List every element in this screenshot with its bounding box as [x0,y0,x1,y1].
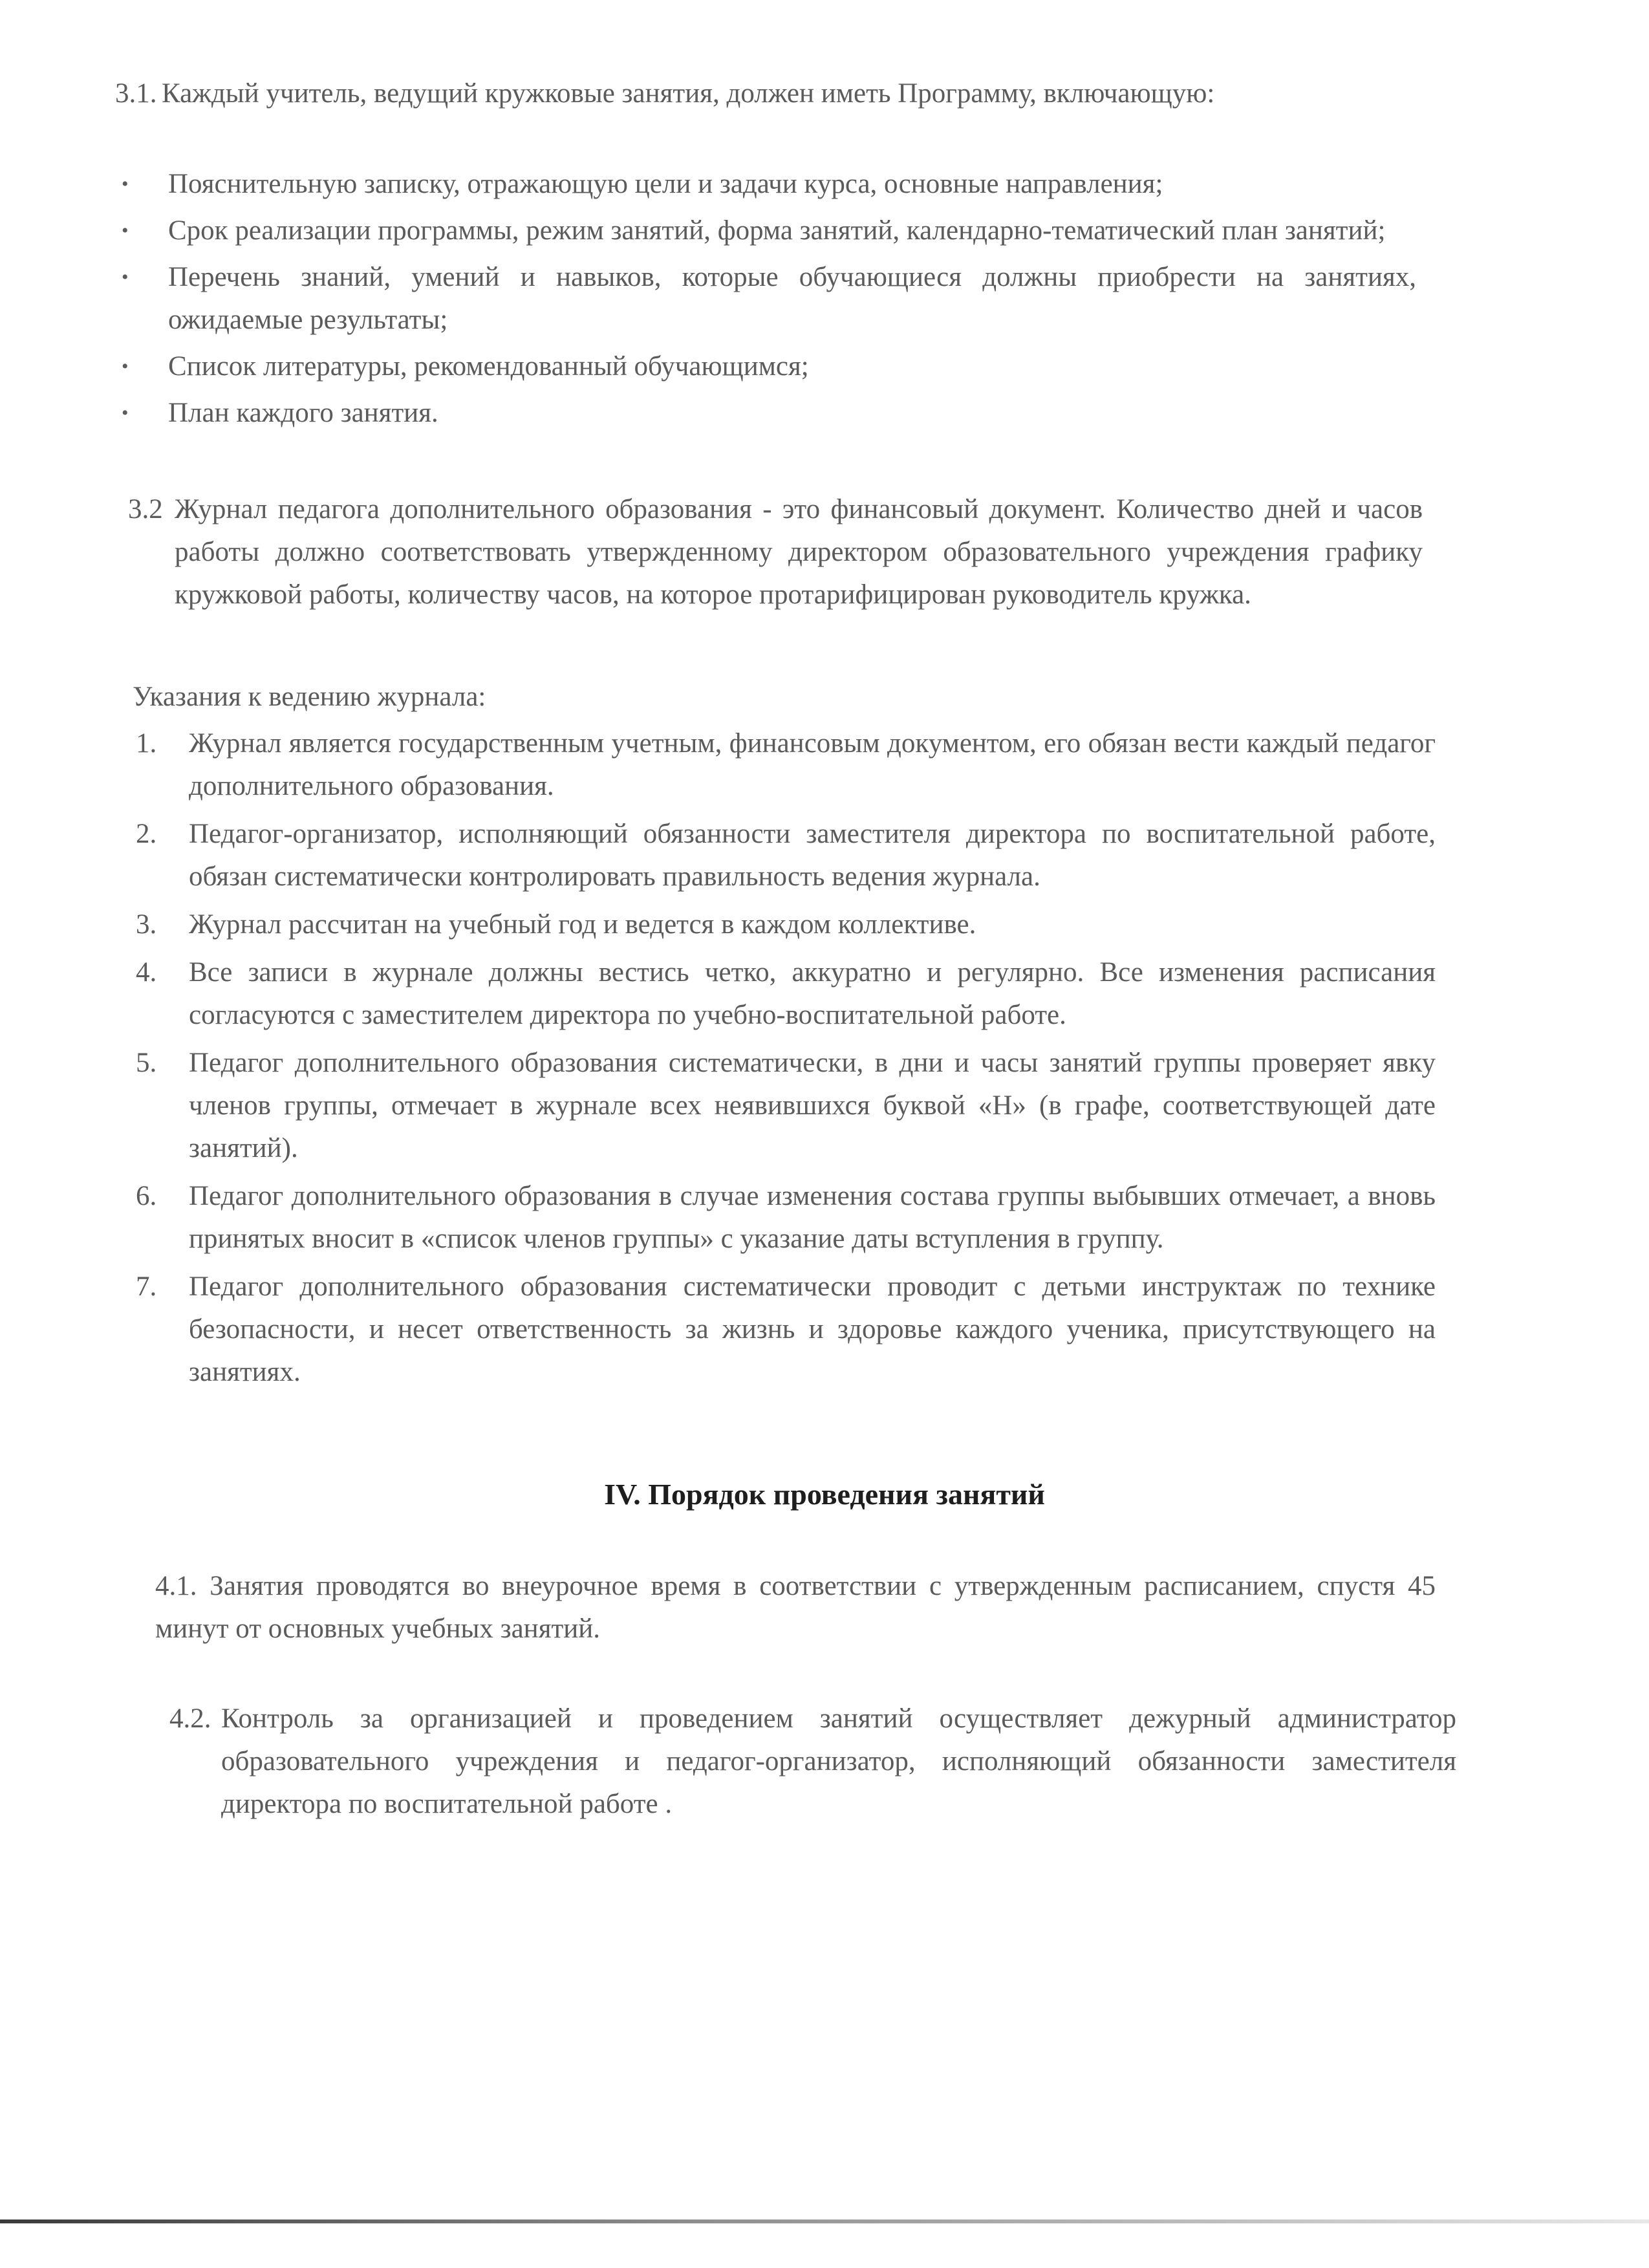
scan-edge-line [0,2219,1649,2223]
bullet-list [115,163,1416,438]
paragraph-3-2 [128,488,1423,616]
list-item-text: План каждого занятия. [168,398,438,428]
paragraph-4-1 [155,1565,1436,1650]
list-item-text: Срок реализации программы, режим занятий, форма занятий, календарно-тематический план занятий; [168,215,1386,246]
list-item [136,813,1436,898]
list-item-text: Журнал рассчитан на учебный год и ведется в каждом коллективе. [189,909,976,940]
list-item [115,210,1416,252]
list-number: 6. [136,1181,157,1211]
list-number: 2. [136,819,157,849]
list-number: 1. [136,728,157,759]
list-item-text: Педагог дополнительного образования в случае изменения состава группы выбывших отмечает, а вновь принятых вносит в «список членов группы» с указание даты вступления в группу. [189,1181,1436,1254]
paragraph-4-2 [169,1698,1456,1826]
list-number: 3. [136,909,157,940]
list-item [136,903,1436,946]
list-item-text: Педагог дополнительного образования систематически, в дни и часы занятий группы проверяет явку членов группы, отмечает в журнале всех неявившихся буквой «Н» (в графе, соответствующей дате занятий). [189,1048,1436,1163]
list-item [115,392,1416,435]
list-item-text: Журнал является государственным учетным, финансовым документом, его обязан вести каждый педагог дополнительного образования. [189,728,1436,801]
instructions-heading: Указания к ведению журнала: [133,682,486,712]
bullet-icon: • [122,220,129,241]
list-item [136,1175,1436,1260]
list-item-text: Все записи в журнале должны вестись четко, аккуратно и регулярно. Все изменения расписания согласуются с заместителем директора по учебно-воспитательной работе. [189,957,1436,1030]
list-number: 4. [136,957,157,988]
list-item-text: Список литературы, рекомендованный обучающимся; [168,351,809,382]
bullet-icon: • [122,402,129,424]
list-item-text: Педагог-организатор, исполняющий обязанности заместителя директора по воспитательной работе, обязан систематически контролировать правильность ведения журнала. [189,819,1436,892]
list-item-text: Пояснительную записку, отражающую цели и задачи курса, основные направления; [168,169,1163,199]
bullet-icon: • [122,356,129,377]
list-number: 5. [136,1048,157,1078]
list-item [136,722,1436,808]
list-item-text: Перечень знаний, умений и навыков, которые обучающиеся должны приобрести на занятиях, ожидаемые результаты; [168,262,1416,335]
list-item [115,345,1416,388]
bullet-icon: • [122,173,129,195]
section-heading: IV. Порядок проведения занятий [604,1478,1045,1511]
list-item [136,1042,1436,1170]
paragraph-number: 4.1. [155,1571,197,1601]
instructions-list [136,722,1436,1399]
list-item [115,256,1416,341]
paragraph-text: Каждый учитель, ведущий кружковые занятия, должен иметь Программу, включающую: [162,78,1215,109]
list-item [136,951,1436,1037]
list-item [115,163,1416,206]
paragraph-number: 4.2. [169,1703,211,1734]
paragraph-text: Контроль за организацией и проведением занятий осуществляет дежурный администратор образовательного учреждения и педагог-организатор, исполняющий обязанности заместителя директора по воспитательной работе . [221,1703,1456,1819]
paragraph-3-1 [115,72,1416,115]
paragraph-text: Журнал педагога дополнительного образования - это финансовый документ. Количество дней и часов работы должно соответствовать утвержденному директором образовательного учреждения графику кружковой работы, количеству часов, на которое протарифицирован руководитель кружка. [175,494,1423,610]
list-number: 7. [136,1271,157,1302]
list-item-text: Педагог дополнительного образования систематически проводит с детьми инструктаж по технике безопасности, и несет ответственность за жизнь и здоровье каждого ученика, присутствующего на занятиях. [189,1271,1436,1387]
bullet-icon: • [122,266,129,288]
paragraph-number: 3.1. [115,78,157,109]
paragraph-text: Занятия проводятся во внеурочное время в соответствии с утвержденным расписанием, спустя 45 минут от основных учебных занятий. [155,1571,1436,1644]
paragraph-number: 3.2 [128,494,163,524]
list-item [136,1266,1436,1394]
